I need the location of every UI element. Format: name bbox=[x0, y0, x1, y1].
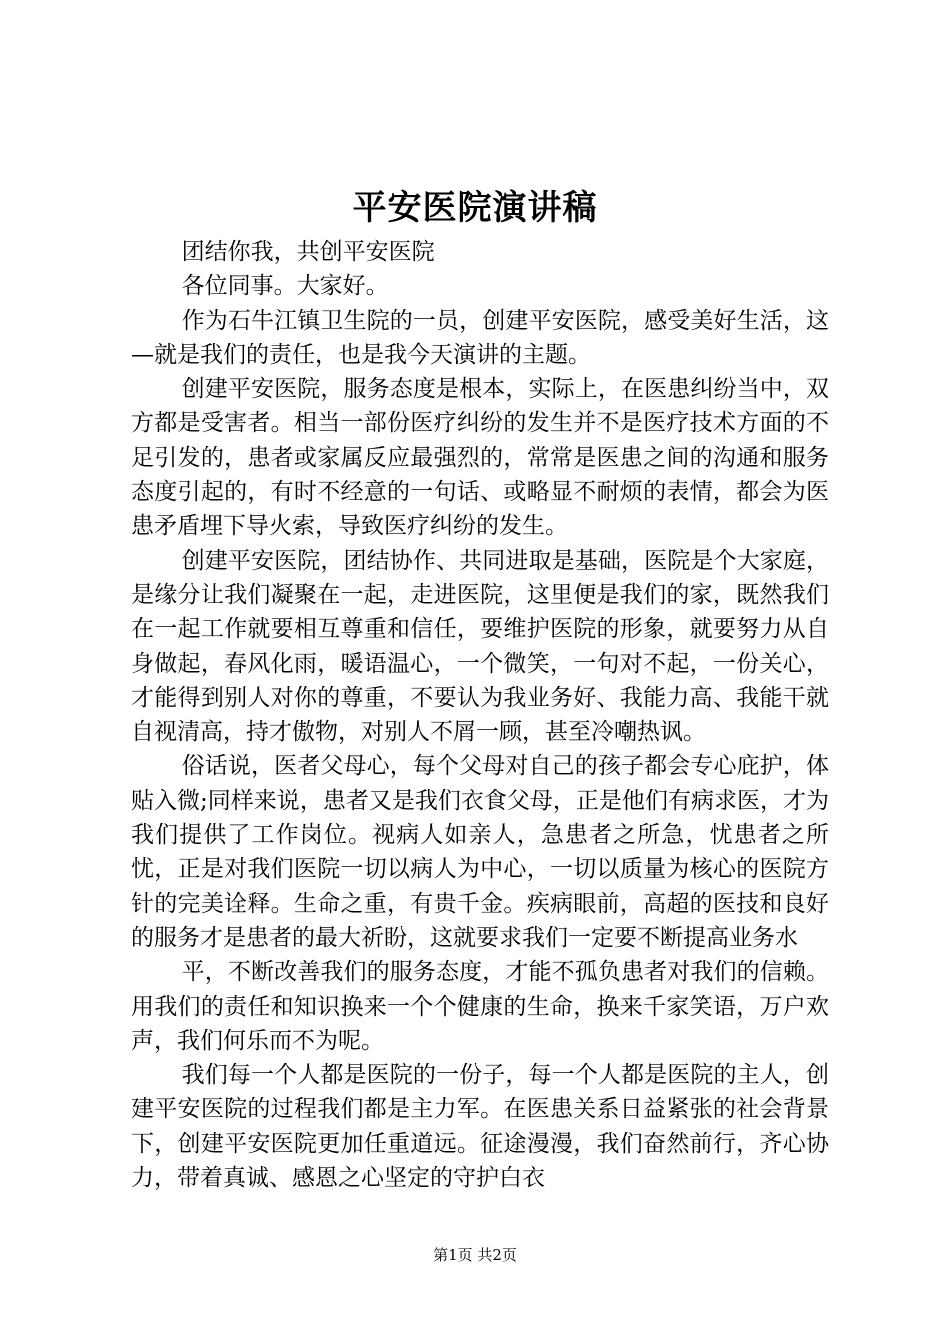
paragraph: 平，不断改善我们的服务态度，才能不孤负患者对我们的信赖。用我们的责任和知识换来一个个健康的生命，换来千家笑语，万户欢声，我们何乐而不为呢。 bbox=[131, 959, 829, 1054]
paragraph: 各位同事。大家好。 bbox=[181, 273, 389, 300]
paragraph: 创建平安医院，团结协作、共同进取是基础，医院是个大家庭，是缘分让我们凝聚在一起，走进医院，这里便是我们的家，既然我们在一起工作就要相互尊重和信任，要维护医院的形象，就要努力从自身做起，春风化雨，暖语温心，一个微笑，一句对不起，一份关心，才能得到别人对你的尊重，不要认为我业务好、我能力高、我能干就自视清高，持才傲物，对别人不屑一顾，甚至冷嘲热讽。 bbox=[131, 547, 829, 746]
document-body bbox=[131, 235, 829, 1195]
paragraph: 俗话说，医者父母心，每个父母对自己的孩子都会专心庇护，体贴入微;同样来说，患者又是我们衣食父母，正是他们有病求医，才为我们提供了工作岗位。视病人如亲人，急患者之所急，忧患者之所忧，正是对我们医院一切以病人为中心，一切以质量为核心的医院方针的完美诠释。生命之重，有贵千金。疾病眼前，高超的医技和良好的服务才是患者的最大祈盼，这就要求我们一定要不断提高业务水 bbox=[131, 753, 829, 951]
paragraph: 创建平安医院，服务态度是根本，实际上，在医患纠纷当中，双方都是受害者。相当一部份医疗纠纷的发生并不是医疗技术方面的不足引发的，患者或家属反应最强烈的，常常是医患之间的沟通和服务态度引起的，有时不经意的一句话、或略显不耐烦的表情，都会为医患矛盾埋下导火索，导致医疗纠纷的发生。 bbox=[131, 376, 829, 540]
document-title: 平安医院演讲稿 bbox=[352, 188, 598, 228]
paragraph: 团结你我，共创平安医院 bbox=[181, 239, 435, 265]
paragraph: 作为石牛江镇卫生院的一员，创建平安医院，感受美好生活，这—就是我们的责任，也是我今天演讲的主题。 bbox=[131, 307, 829, 368]
page-number: 第1页 共2页 bbox=[433, 1246, 517, 1264]
paragraph: 我们每一个人都是医院的一份子，每一个人都是医院的主人，创建平安医院的过程我们都是主力军。在医患关系日益紧张的社会背景下，创建平安医院更加任重道远。征途漫漫，我们奋然前行，齐心协力，带着真诚、感恩之心坚定的守护白衣 bbox=[131, 1062, 829, 1192]
